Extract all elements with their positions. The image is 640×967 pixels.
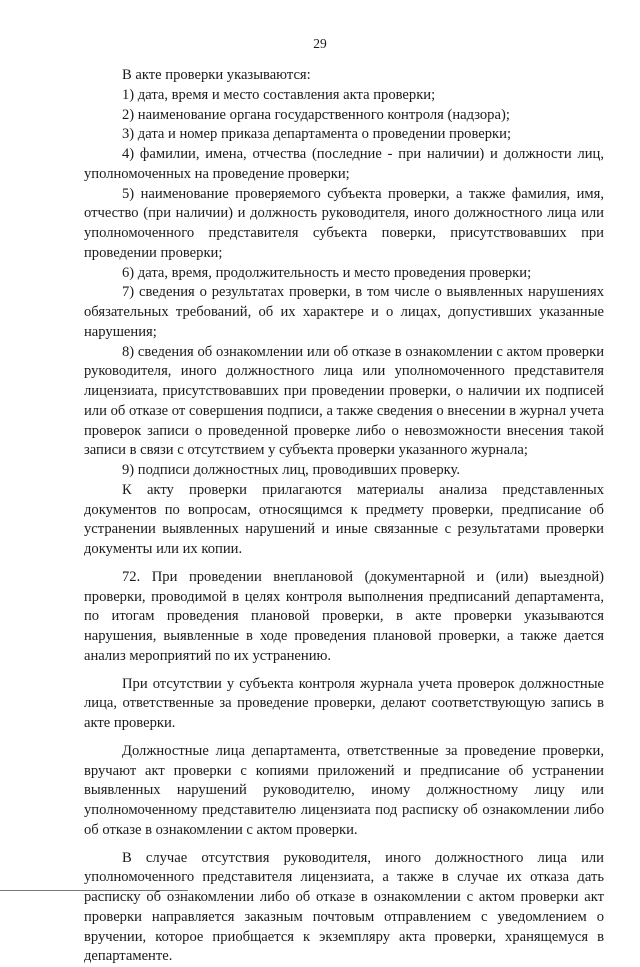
paragraph-delivery: Должностные лица департамента, ответственные за проведение проверки, вручают акт проверки с копиями приложений и предписание об устранении выявленных нарушений руководителю, иному должностному лицу или уполномоченному представителю лицензиата под расписку об ознакомлении либо об отказе в ознакомлении с актом проверки. [84,742,604,841]
list-item-4: 4) фамилии, имена, отчества (последние - при наличии) и должности лиц, уполномоченных на проведение проверки; [84,145,604,185]
list-item-9: 9) подписи должностных лиц, проводивших проверку. [84,461,604,481]
list-item-6: 6) дата, время, продолжительность и место проведения проверки; [84,264,604,284]
document-body [84,66,604,967]
paragraph-72: 72. При проведении внеплановой (документарной и (или) выездной) проверки, проводимой в целях контроля выполнения предписаний департамента, по итогам проведения плановой проверки, в акте проверки указываются нарушения, выявленные в ходе проведения плановой проверки, а также дается анализ мероприятий по их устранению. [84,568,604,667]
list-item-1: 1) дата, время и место составления акта проверки; [84,86,604,106]
footer-rule [0,890,188,891]
paragraph-attachments: К акту проверки прилагаются материалы анализа представленных документов по вопросам, относящимся к предмету проверки, предписание об устранении выявленных нарушений и иные связанные с результатами проверки документы или их копии. [84,481,604,560]
paragraph-intro: В акте проверки указываются: [84,66,604,86]
list-item-2: 2) наименование органа государственного контроля (надзора); [84,106,604,126]
list-item-5: 5) наименование проверяемого субъекта проверки, а также фамилия, имя, отчество (при наличии) и должность руководителя, иного должностного лица или уполномоченного представителя субъекта поверки, присутствовавших при проведении проверки; [84,185,604,264]
list-item-8: 8) сведения об ознакомлении или об отказе в ознакомлении с актом проверки руководителя, иного должностного лица или уполномоченного представителя лицензиата, присутствовавших при проведении проверки, о наличии их подписей или об отказе от совершения подписи, а также сведения о внесении в журнал учета проверок записи о проведенной проверке либо о невозможности внесения такой записи в связи с отсутствием у субъекта проверки указанного журнала; [84,343,604,462]
page-number: 29 [0,36,640,52]
paragraph-absence: В случае отсутствия руководителя, иного должностного лица или уполномоченного представителя лицензиата, а также в случае их отказа дать расписку об ознакомлении либо об отказе в ознакомлении с актом проверки акт проверки направляется заказным почтовым отправлением с уведомлением о вручении, которое приобщается к экземпляру акта проверки, хранящемуся в департаменте. [84,849,604,967]
list-item-7: 7) сведения о результатах проверки, в том числе о выявленных нарушениях обязательных требований, об их характере и о лицах, допустивших указанные нарушения; [84,283,604,342]
list-item-3: 3) дата и номер приказа департамента о проведении проверки; [84,125,604,145]
paragraph-no-journal: При отсутствии у субъекта контроля журнала учета проверок должностные лица, ответственные за проведение проверки, делают соответствующую запись в акте проверки. [84,675,604,734]
